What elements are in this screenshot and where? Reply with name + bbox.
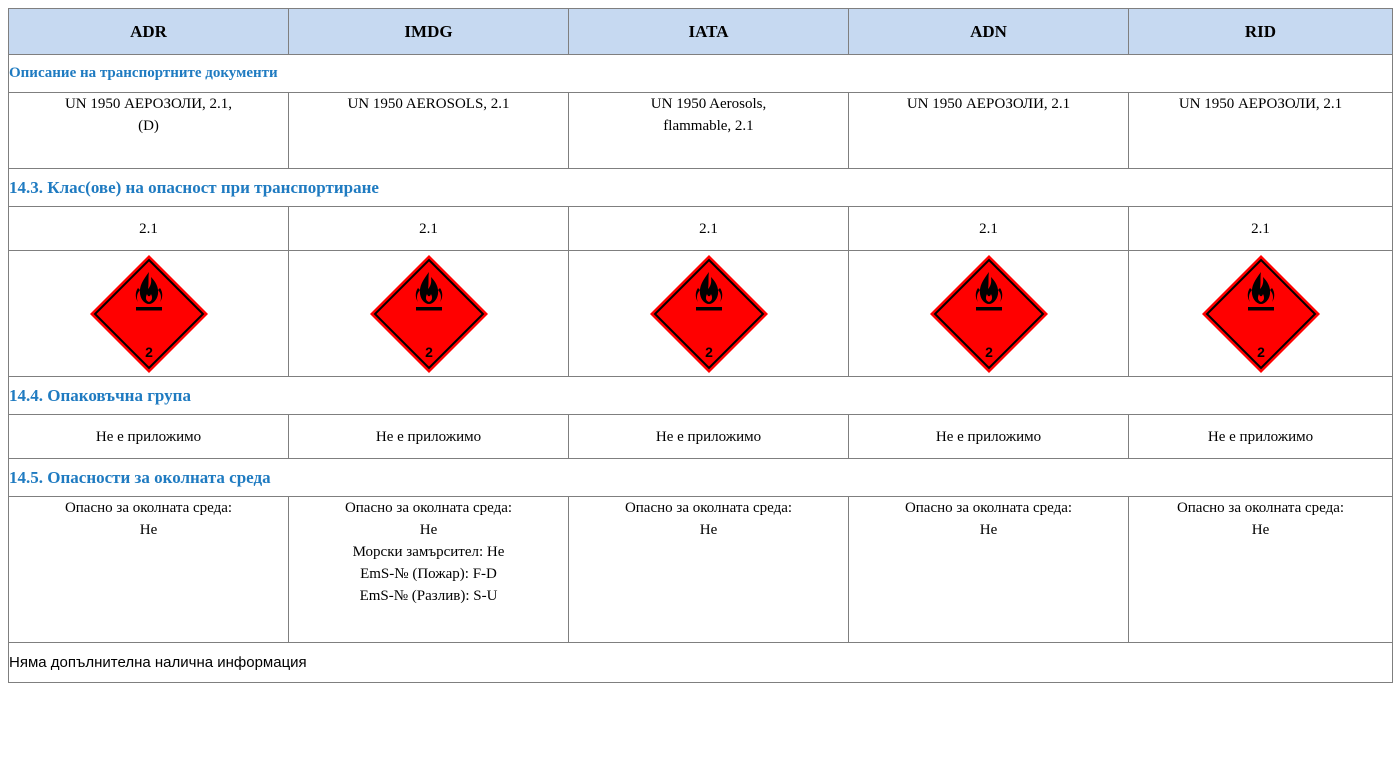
column-header-iata: IATA — [569, 9, 849, 55]
transport-info-table — [8, 8, 1393, 683]
flammable-gas-pictogram-icon — [89, 254, 209, 374]
packing-group-row — [9, 415, 1393, 459]
environment-adr — [9, 497, 289, 643]
section-title-packing-group: 14.4. Опаковъчна група — [9, 377, 1393, 415]
pictogram-cell-iata — [569, 251, 849, 377]
section-title-transport-doc: Описание на транспортните документи — [9, 55, 1393, 93]
packing-group-imdg: Не е приложимо — [289, 415, 569, 459]
text-line: Не — [139, 522, 158, 538]
pictogram-cell-adr — [9, 251, 289, 377]
packing-group-iata: Не е приложимо — [569, 415, 849, 459]
svg-text:2: 2 — [704, 343, 713, 360]
environment-row — [9, 497, 1393, 643]
text-line: EmS-№ (Пожар): F-D — [360, 566, 497, 582]
section-title-hazard-class: 14.3. Клас(ове) на опасност при транспортиране — [9, 169, 1393, 207]
transport-doc-rid — [1129, 93, 1393, 169]
text-line: Опасно за околната среда: — [904, 500, 1073, 516]
flammable-gas-pictogram-icon — [1201, 254, 1321, 374]
pictogram-cell-imdg — [289, 251, 569, 377]
footer-row — [9, 643, 1393, 683]
pictogram-row — [9, 251, 1393, 377]
flammable-gas-pictogram-icon — [369, 254, 489, 374]
svg-text:2: 2 — [984, 343, 993, 360]
hazard-class-iata: 2.1 — [569, 207, 849, 251]
packing-group-adr: Не е приложимо — [9, 415, 289, 459]
section-row-environment — [9, 459, 1393, 497]
hazard-class-imdg: 2.1 — [289, 207, 569, 251]
section-title-environment: 14.5. Опасности за околната среда — [9, 459, 1393, 497]
hazard-class-adn: 2.1 — [849, 207, 1129, 251]
text-line: UN 1950 Aerosols, — [650, 96, 767, 112]
transport-doc-imdg — [289, 93, 569, 169]
transport-doc-row — [9, 93, 1393, 169]
pictogram-cell-adn — [849, 251, 1129, 377]
svg-text:2: 2 — [424, 343, 433, 360]
text-line: UN 1950 АЕРОЗОЛИ, 2.1, — [64, 96, 233, 112]
text-line: Не — [979, 522, 998, 538]
section-row-hazard-class — [9, 169, 1393, 207]
text-line: Не — [1251, 522, 1270, 538]
text-line: UN 1950 AEROSOLS, 2.1 — [347, 96, 510, 112]
text-line: Опасно за околната среда: — [64, 500, 233, 516]
text-line: Морски замърсител: Не — [352, 544, 505, 560]
svg-text:2: 2 — [1256, 343, 1265, 360]
text-line: Опасно за околната среда: — [344, 500, 513, 516]
flammable-gas-pictogram-icon — [649, 254, 769, 374]
text-line: (D) — [138, 118, 159, 134]
text-line: UN 1950 АЕРОЗОЛИ, 2.1 — [906, 96, 1071, 112]
pictogram-cell-rid — [1129, 251, 1393, 377]
column-header-imdg: IMDG — [289, 9, 569, 55]
header-row — [9, 9, 1393, 55]
packing-group-adn: Не е приложимо — [849, 415, 1129, 459]
transport-doc-iata — [569, 93, 849, 169]
hazard-class-adr: 2.1 — [9, 207, 289, 251]
environment-imdg — [289, 497, 569, 643]
column-header-rid: RID — [1129, 9, 1393, 55]
packing-group-rid: Не е приложимо — [1129, 415, 1393, 459]
text-line: UN 1950 АЕРОЗОЛИ, 2.1 — [1178, 96, 1343, 112]
environment-iata — [569, 497, 849, 643]
hazard-class-rid: 2.1 — [1129, 207, 1393, 251]
text-line: Опасно за околната среда: — [624, 500, 793, 516]
transport-doc-adn — [849, 93, 1129, 169]
additional-info-text: Няма допълнителна налична информация — [9, 643, 1393, 683]
transport-doc-adr — [9, 93, 289, 169]
text-line: flammable, 2.1 — [663, 118, 754, 134]
section-row-packing-group — [9, 377, 1393, 415]
text-line: Не — [419, 522, 438, 538]
section-row-transport-doc — [9, 55, 1393, 93]
text-line: EmS-№ (Разлив): S-U — [359, 588, 498, 604]
flammable-gas-pictogram-icon — [929, 254, 1049, 374]
environment-rid — [1129, 497, 1393, 643]
text-line: Не — [699, 522, 718, 538]
svg-text:2: 2 — [144, 343, 153, 360]
environment-adn — [849, 497, 1129, 643]
column-header-adn: ADN — [849, 9, 1129, 55]
column-header-adr: ADR — [9, 9, 289, 55]
hazard-class-row — [9, 207, 1393, 251]
text-line: Опасно за околната среда: — [1176, 500, 1345, 516]
